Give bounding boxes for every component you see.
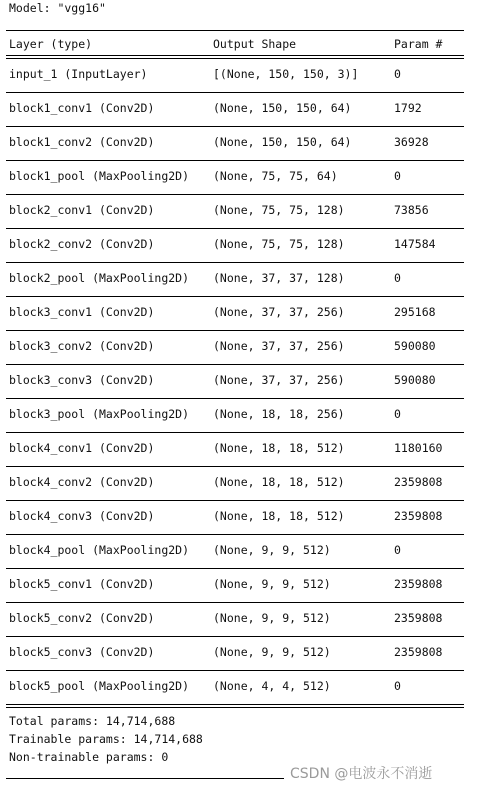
header-layer-type: Layer (type) [9,37,93,51]
table-row [6,229,464,262]
model-title: Model: "vgg16" [9,1,106,15]
table-row [6,569,464,602]
layer-name-cell: block2_conv2 (Conv2D) [9,237,155,251]
trainable-params: Trainable params: 14,714,688 [9,732,203,746]
output-shape-cell: (None, 18, 18, 512) [213,509,345,523]
output-shape-cell: [(None, 150, 150, 3)] [213,67,359,81]
table-body [6,59,464,708]
layer-name-cell: block4_conv3 (Conv2D) [9,509,155,523]
output-shape-cell: (None, 9, 9, 512) [213,611,331,625]
table-row [6,637,464,670]
non-trainable-params: Non-trainable params: 0 [9,750,169,764]
param-count-cell: 2359808 [394,577,443,591]
param-count-cell: 1180160 [394,441,443,455]
output-shape-cell: (None, 150, 150, 64) [213,135,352,149]
param-count-cell: 1792 [394,101,422,115]
layer-name-cell: block3_conv3 (Conv2D) [9,373,155,387]
layer-name-cell: input_1 (InputLayer) [9,67,148,81]
output-shape-cell: (None, 75, 75, 128) [213,237,345,251]
param-count-cell: 0 [394,169,401,183]
layer-name-cell: block4_conv2 (Conv2D) [9,475,155,489]
param-count-cell: 36928 [394,135,429,149]
table-row [6,93,464,126]
output-shape-cell: (None, 75, 75, 128) [213,203,345,217]
param-count-cell: 73856 [394,203,429,217]
param-count-cell: 0 [394,271,401,285]
table-header [6,31,464,55]
table-row [6,263,464,296]
param-count-cell: 0 [394,407,401,421]
layer-name-cell: block4_pool (MaxPooling2D) [9,543,190,557]
table-row [6,59,464,92]
output-shape-cell: (None, 9, 9, 512) [213,543,331,557]
header-output-shape: Output Shape [213,37,297,51]
param-count-cell: 0 [394,67,401,81]
table-row [6,433,464,466]
table-row [6,365,464,398]
footer-double-rule [6,704,464,708]
param-count-cell: 2359808 [394,509,443,523]
param-count-cell: 0 [394,543,401,557]
param-count-cell: 2359808 [394,475,443,489]
output-shape-cell: (None, 75, 75, 64) [213,169,338,183]
output-shape-cell: (None, 18, 18, 256) [213,407,345,421]
layer-name-cell: block5_pool (MaxPooling2D) [9,679,190,693]
layer-name-cell: block1_conv2 (Conv2D) [9,135,155,149]
layer-name-cell: block5_conv3 (Conv2D) [9,645,155,659]
table-row [6,195,464,228]
table-row [6,297,464,330]
output-shape-cell: (None, 4, 4, 512) [213,679,331,693]
output-shape-cell: (None, 37, 37, 256) [213,305,345,319]
table-row [6,501,464,534]
layer-name-cell: block3_conv1 (Conv2D) [9,305,155,319]
output-shape-cell: (None, 18, 18, 512) [213,475,345,489]
bottom-rule [6,778,284,779]
table-row [6,399,464,432]
layer-name-cell: block1_pool (MaxPooling2D) [9,169,190,183]
header-param-count: Param # [394,37,443,51]
param-count-cell: 590080 [394,373,436,387]
layer-name-cell: block4_conv1 (Conv2D) [9,441,155,455]
output-shape-cell: (None, 150, 150, 64) [213,101,352,115]
layer-name-cell: block5_conv1 (Conv2D) [9,577,155,591]
table-row [6,331,464,364]
output-shape-cell: (None, 37, 37, 256) [213,339,345,353]
output-shape-cell: (None, 37, 37, 128) [213,271,345,285]
param-count-cell: 2359808 [394,645,443,659]
model-summary-table [6,30,464,708]
layer-name-cell: block1_conv1 (Conv2D) [9,101,155,115]
param-count-cell: 147584 [394,237,436,251]
params-summary [9,712,203,766]
table-row [6,161,464,194]
layer-name-cell: block5_conv2 (Conv2D) [9,611,155,625]
output-shape-cell: (None, 37, 37, 256) [213,373,345,387]
table-row [6,603,464,636]
param-count-cell: 2359808 [394,611,443,625]
table-row [6,671,464,704]
table-row [6,535,464,568]
layer-name-cell: block2_pool (MaxPooling2D) [9,271,190,285]
param-count-cell: 0 [394,679,401,693]
param-count-cell: 590080 [394,339,436,353]
output-shape-cell: (None, 18, 18, 512) [213,441,345,455]
total-params: Total params: 14,714,688 [9,714,176,728]
output-shape-cell: (None, 9, 9, 512) [213,645,331,659]
layer-name-cell: block2_conv1 (Conv2D) [9,203,155,217]
table-row [6,127,464,160]
output-shape-cell: (None, 9, 9, 512) [213,577,331,591]
layer-name-cell: block3_pool (MaxPooling2D) [9,407,190,421]
param-count-cell: 295168 [394,305,436,319]
table-row [6,467,464,500]
watermark: CSDN @电波永不消逝 [290,766,433,782]
layer-name-cell: block3_conv2 (Conv2D) [9,339,155,353]
